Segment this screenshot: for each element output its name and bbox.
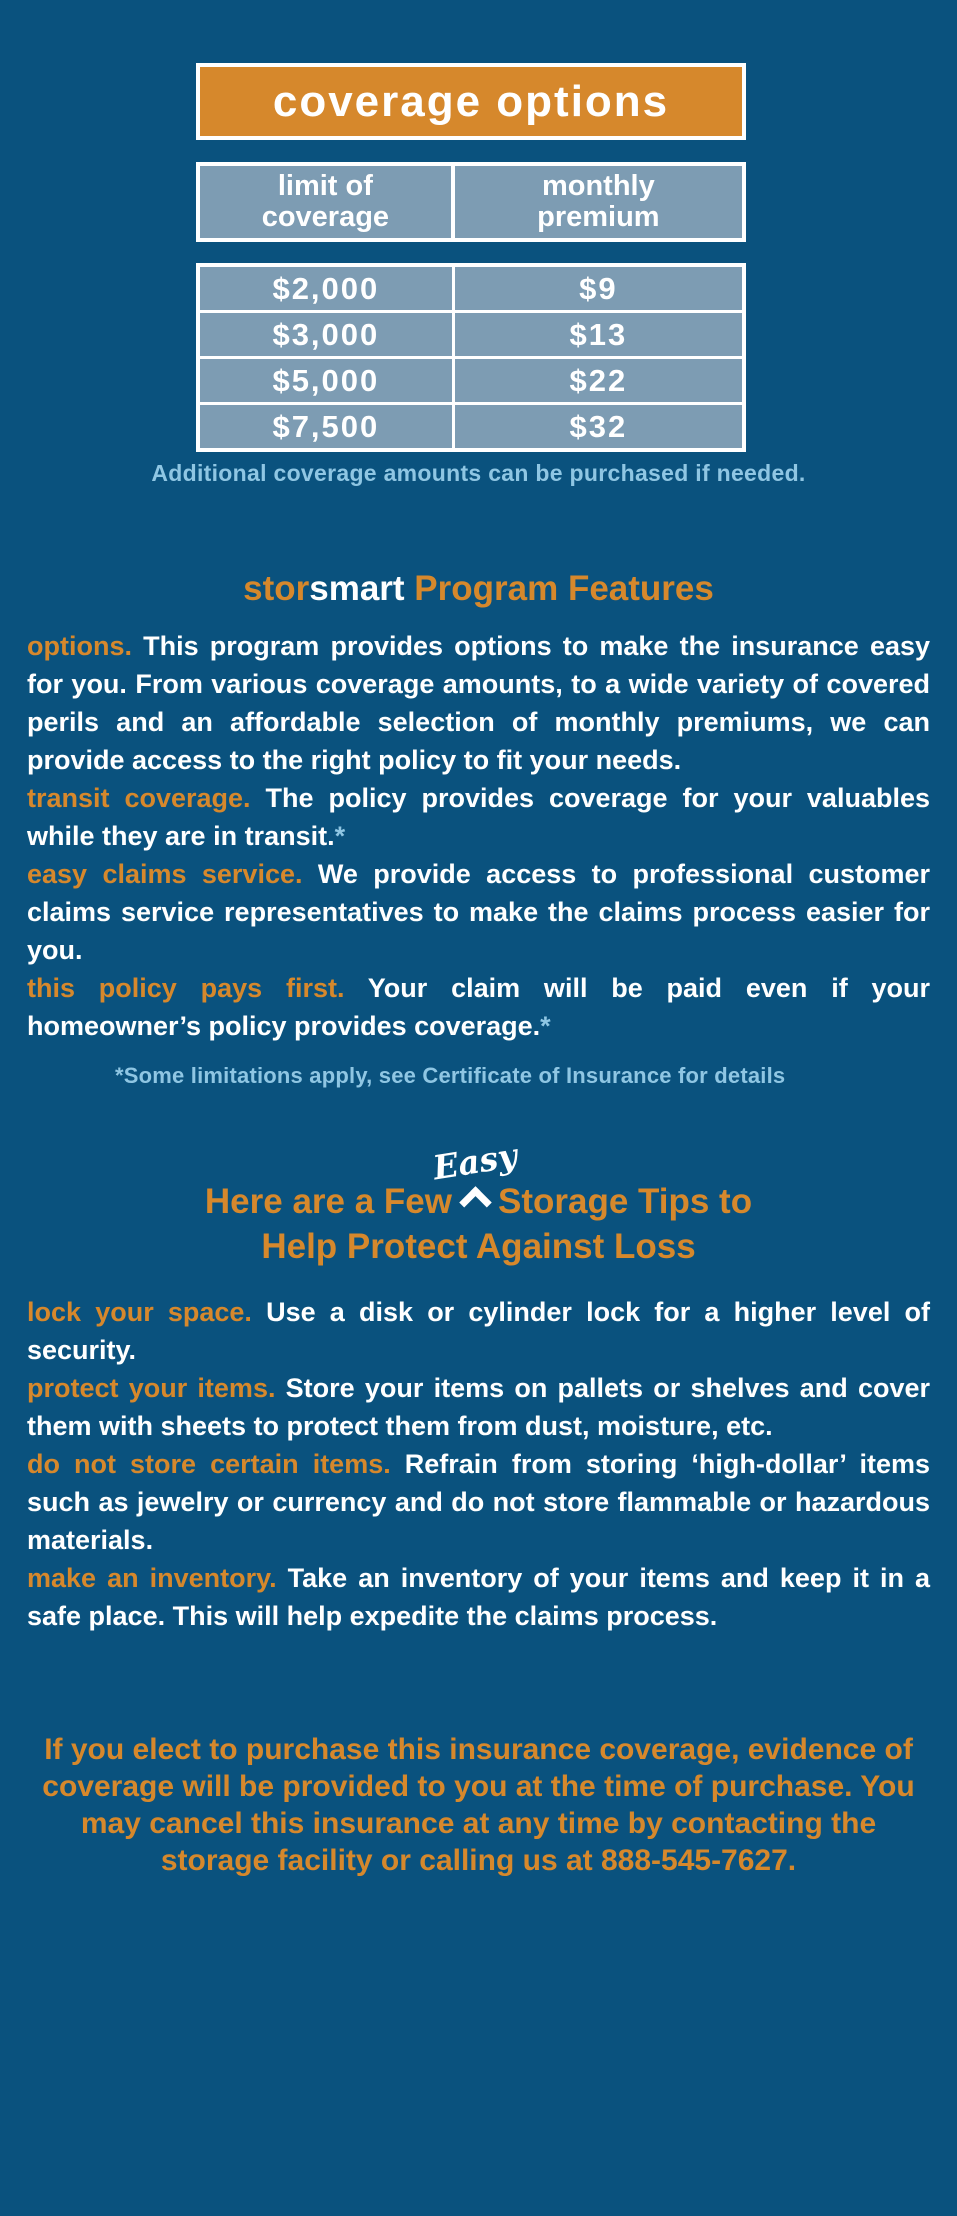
feature-body: We provide access to professional customer claims service representatives to make the claims process easier for you. xyxy=(27,859,930,965)
premium-value: $32 xyxy=(569,408,628,444)
easy-handwritten-word: Easy xyxy=(430,1135,520,1188)
tips-copy xyxy=(0,1293,957,1635)
header-cell-limit xyxy=(200,166,455,238)
header-premium-line1: monthly xyxy=(541,170,655,202)
tip-lead: make an inventory. xyxy=(27,1563,288,1593)
asterisk-mark: * xyxy=(334,821,346,851)
tips-heading-line1-after: Storage Tips to xyxy=(497,1182,753,1221)
tip-body: Store your items on pallets or shelves and cover them with sheets to protect them from dust, moisture, etc. xyxy=(27,1373,930,1441)
feature-body: Your claim will be paid even if your homeowner’s policy provides coverage. xyxy=(27,973,930,1041)
tips-heading-line1-before: Here are a Few xyxy=(204,1182,452,1221)
limit-value: $5,000 xyxy=(200,359,455,402)
feature-body: The policy provides coverage for your valuables while they are in transit. xyxy=(27,783,930,851)
coverage-options-banner xyxy=(196,63,746,140)
program-features-heading xyxy=(0,569,957,609)
feature-paragraph-options xyxy=(27,627,930,779)
feature-paragraph-transit xyxy=(27,779,930,855)
tip-paragraph-protect xyxy=(27,1369,930,1445)
banner-title: coverage options xyxy=(272,76,670,126)
tip-body: Use a disk or cylinder lock for a higher level of security. xyxy=(27,1297,930,1365)
table-row xyxy=(200,405,742,448)
brand-stor: stor xyxy=(243,569,310,608)
coverage-table xyxy=(196,263,746,452)
tip-lead: do not store certain items. xyxy=(27,1449,405,1479)
brochure-page xyxy=(0,63,957,2216)
header-premium-line2: premium xyxy=(537,201,660,233)
coverage-table-header xyxy=(196,162,746,242)
limit-value: $2,000 xyxy=(200,267,455,310)
table-row xyxy=(200,313,742,359)
feature-paragraph-pays-first xyxy=(27,969,930,1045)
table-row xyxy=(200,267,742,313)
header-limit-line1: limit of xyxy=(277,170,373,202)
tip-body: Take an inventory of your items and keep it in a safe place. This will help expedite the claims process. xyxy=(27,1563,930,1631)
brand-smart: smart xyxy=(309,569,405,608)
limitations-footnote: *Some limitations apply, see Certificate of Insurance for details xyxy=(115,1063,786,1088)
table-row xyxy=(200,359,742,405)
feature-lead: easy claims service. xyxy=(27,859,318,889)
feature-lead: transit coverage. xyxy=(27,783,266,813)
limit-value: $7,500 xyxy=(200,405,455,448)
tip-lead: protect your items. xyxy=(27,1373,286,1403)
caret-insert xyxy=(430,1135,520,1224)
premium-value: $22 xyxy=(569,362,628,398)
tip-paragraph-lock xyxy=(27,1293,930,1369)
tips-heading xyxy=(0,1135,957,1269)
premium-value: $13 xyxy=(569,316,628,352)
tips-heading-line1 xyxy=(204,1135,753,1221)
additional-coverage-note: Additional coverage amounts can be purchased if needed. xyxy=(151,460,806,486)
header-cell-premium xyxy=(455,166,742,238)
tips-heading-line2: Help Protect Against Loss xyxy=(261,1227,696,1266)
limit-value: $3,000 xyxy=(200,313,455,356)
header-limit-line2: coverage xyxy=(261,201,390,233)
tip-paragraph-do-not-store xyxy=(27,1445,930,1559)
tip-lead: lock your space. xyxy=(27,1297,267,1327)
heading-program-features: Program Features xyxy=(404,569,714,608)
tip-paragraph-inventory xyxy=(27,1559,930,1635)
tip-body: Refrain from storing ‘high-dollar’ items such as jewelry or currency and do not store flammable or hazardous materials. xyxy=(27,1449,930,1555)
feature-paragraph-claims xyxy=(27,855,930,969)
asterisk-mark: * xyxy=(540,1011,551,1041)
caret-up-icon xyxy=(459,1186,492,1219)
feature-lead: this policy pays first. xyxy=(27,973,368,1003)
purchase-cancellation-notice: If you elect to purchase this insurance coverage, evidence of coverage will be provided to you at the time of purchase. You may cancel this insurance at any time by contacting the storage facility or calling us at 888-545-7627. xyxy=(42,1733,915,1877)
premium-value: $9 xyxy=(579,270,618,306)
feature-body: This program provides options to make the insurance easy for you. From various coverage amounts, to a wide variety of covered perils and an affordable selection of monthly premiums, we can provide access to the right policy to fit your needs. xyxy=(27,631,931,775)
features-copy xyxy=(0,627,957,1045)
feature-lead: options. xyxy=(27,631,144,661)
